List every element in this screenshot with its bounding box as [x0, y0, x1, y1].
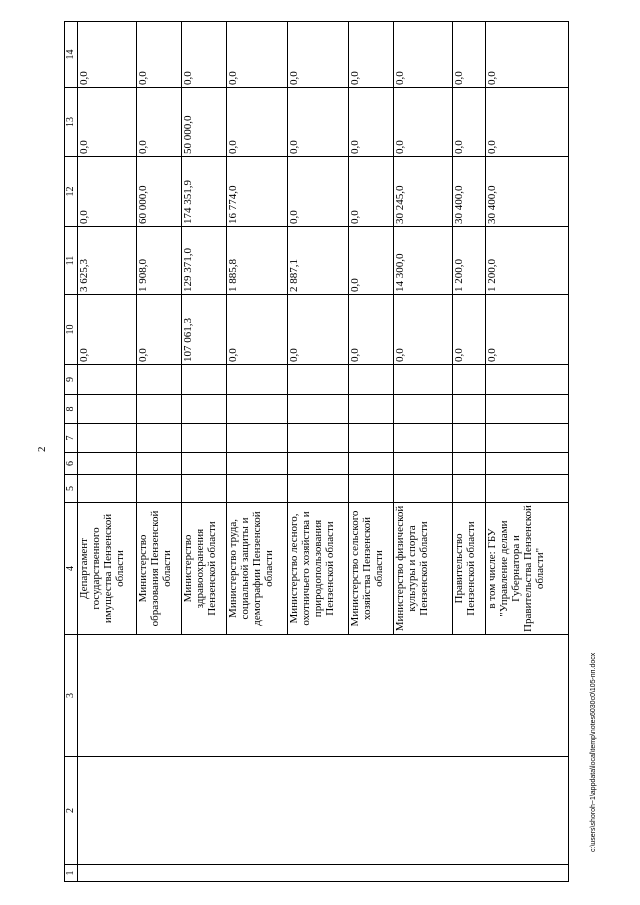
value-cell: 50 000,0: [182, 88, 227, 157]
empty-cell: [486, 475, 569, 503]
value-cell: 16 774,0: [227, 157, 288, 227]
value-cell: 129 371,0: [182, 227, 227, 295]
empty-cell: [288, 453, 349, 475]
empty-cell: [288, 475, 349, 503]
col-header: 6: [65, 453, 78, 475]
value-cell: 0,0: [453, 22, 486, 88]
value-cell: 0,0: [137, 22, 182, 88]
empty-cell: [182, 865, 227, 882]
empty-cell: [182, 757, 227, 865]
empty-cell: [349, 865, 394, 882]
value-cell: 0,0: [227, 88, 288, 157]
value-cell: 0,0: [78, 295, 137, 365]
col-header: 2: [65, 757, 78, 865]
value-cell: 0,0: [227, 295, 288, 365]
empty-cell: [137, 475, 182, 503]
col-header: 8: [65, 395, 78, 424]
value-cell: 0,0: [394, 295, 453, 365]
empty-cell: [486, 757, 569, 865]
value-cell: 2 887,1: [288, 227, 349, 295]
value-cell: 1 885,8: [227, 227, 288, 295]
table-row: [227, 22, 288, 882]
value-cell: 30 245,0: [394, 157, 453, 227]
value-cell: 174 351,9: [182, 157, 227, 227]
value-cell: 0,0: [182, 22, 227, 88]
col-header: 10: [65, 295, 78, 365]
value-cell: 3 625,3: [78, 227, 137, 295]
table-row: [453, 22, 486, 882]
empty-cell: [288, 395, 349, 424]
budget-table-sheet: [64, 22, 580, 882]
value-cell: 107 061,3: [182, 295, 227, 365]
empty-cell: [453, 475, 486, 503]
empty-cell: [486, 635, 569, 757]
empty-cell: [394, 865, 453, 882]
department-cell: Министерство сельского хозяйства Пензенской области: [349, 503, 394, 635]
empty-cell: [394, 635, 453, 757]
budget-table: [64, 21, 569, 882]
value-cell: 1 200,0: [486, 227, 569, 295]
col-header: 14: [65, 22, 78, 88]
empty-cell: [453, 453, 486, 475]
value-cell: 0,0: [349, 157, 394, 227]
col-header: 9: [65, 365, 78, 395]
department-cell: Министерство лесного, охотничьего хозяйства и природопользования Пензенской области: [288, 503, 349, 635]
empty-cell: [227, 475, 288, 503]
page-number: 2: [36, 446, 48, 452]
empty-cell: [227, 395, 288, 424]
empty-cell: [78, 757, 137, 865]
empty-cell: [453, 635, 486, 757]
empty-cell: [78, 475, 137, 503]
empty-cell: [394, 424, 453, 453]
value-cell: 1 200,0: [453, 227, 486, 295]
empty-cell: [182, 453, 227, 475]
value-cell: 0,0: [486, 88, 569, 157]
empty-cell: [349, 424, 394, 453]
empty-cell: [288, 365, 349, 395]
col-header: 4: [65, 503, 78, 635]
empty-cell: [349, 635, 394, 757]
empty-cell: [78, 424, 137, 453]
empty-cell: [227, 757, 288, 865]
value-cell: 0,0: [227, 22, 288, 88]
empty-cell: [349, 475, 394, 503]
col-header: 13: [65, 88, 78, 157]
empty-cell: [453, 424, 486, 453]
empty-cell: [182, 365, 227, 395]
empty-cell: [78, 453, 137, 475]
value-cell: 0,0: [486, 295, 569, 365]
empty-cell: [227, 424, 288, 453]
empty-cell: [453, 395, 486, 424]
empty-cell: [288, 635, 349, 757]
empty-cell: [227, 865, 288, 882]
department-cell: Министерство здравоохранения Пензенской области: [182, 503, 227, 635]
empty-cell: [394, 757, 453, 865]
table-row: [394, 22, 453, 882]
value-cell: 0,0: [349, 88, 394, 157]
empty-cell: [137, 453, 182, 475]
department-cell: Министерство физической культуры и спорта Пензенской области: [394, 503, 453, 635]
empty-cell: [394, 395, 453, 424]
empty-cell: [288, 424, 349, 453]
col-header: 7: [65, 424, 78, 453]
empty-cell: [78, 365, 137, 395]
value-cell: 0,0: [288, 88, 349, 157]
value-cell: 0,0: [78, 22, 137, 88]
empty-cell: [349, 453, 394, 475]
value-cell: 0,0: [453, 295, 486, 365]
empty-cell: [394, 453, 453, 475]
empty-cell: [486, 424, 569, 453]
empty-cell: [182, 424, 227, 453]
empty-cell: [288, 757, 349, 865]
table-row: [137, 22, 182, 882]
value-cell: 0,0: [288, 22, 349, 88]
table-row: [78, 22, 137, 882]
table-row: [349, 22, 394, 882]
empty-cell: [486, 365, 569, 395]
value-cell: 0,0: [486, 22, 569, 88]
value-cell: 0,0: [349, 22, 394, 88]
value-cell: 0,0: [349, 227, 394, 295]
col-header: 1: [65, 865, 78, 882]
empty-cell: [78, 635, 137, 757]
col-header: 11: [65, 227, 78, 295]
value-cell: 0,0: [137, 88, 182, 157]
empty-cell: [137, 365, 182, 395]
empty-cell: [182, 395, 227, 424]
empty-cell: [227, 635, 288, 757]
value-cell: 30 400,0: [453, 157, 486, 227]
header-row: [65, 22, 78, 882]
value-cell: 0,0: [349, 295, 394, 365]
col-header: 3: [65, 635, 78, 757]
value-cell: 0,0: [137, 295, 182, 365]
empty-cell: [227, 365, 288, 395]
empty-cell: [453, 865, 486, 882]
empty-cell: [182, 475, 227, 503]
empty-cell: [394, 475, 453, 503]
value-cell: 0,0: [453, 88, 486, 157]
empty-cell: [137, 635, 182, 757]
department-cell: Министерство образования Пензенской области: [137, 503, 182, 635]
empty-cell: [137, 395, 182, 424]
empty-cell: [78, 865, 137, 882]
empty-cell: [486, 395, 569, 424]
value-cell: 1 908,0: [137, 227, 182, 295]
value-cell: 0,0: [78, 157, 137, 227]
empty-cell: [349, 395, 394, 424]
value-cell: 0,0: [394, 88, 453, 157]
value-cell: 0,0: [78, 88, 137, 157]
value-cell: 30 400,0: [486, 157, 569, 227]
value-cell: 0,0: [288, 295, 349, 365]
table-row: [288, 22, 349, 882]
empty-cell: [349, 365, 394, 395]
empty-cell: [349, 757, 394, 865]
department-cell: Правительство Пензенской области: [453, 503, 486, 635]
empty-cell: [78, 395, 137, 424]
table-row: [486, 22, 569, 882]
empty-cell: [182, 635, 227, 757]
empty-cell: [227, 453, 288, 475]
department-cell: в том числе: ГБУ "Управление делами Губернатора и Правительства Пензенской области": [486, 503, 569, 635]
table-row: [182, 22, 227, 882]
empty-cell: [137, 865, 182, 882]
value-cell: 0,0: [288, 157, 349, 227]
footer-file-path: c:\users\shoroh~1\appdata\local\temp\notes6030c0\105-пп.docx: [590, 652, 597, 852]
department-cell: Министерство труда, социальной защиты и демографии Пензенской области: [227, 503, 288, 635]
value-cell: 14 300,0: [394, 227, 453, 295]
col-header: 12: [65, 157, 78, 227]
col-header: 5: [65, 475, 78, 503]
empty-cell: [288, 865, 349, 882]
empty-cell: [453, 365, 486, 395]
empty-cell: [486, 453, 569, 475]
department-cell: Департамент государственного имущества Пензенской области: [78, 503, 137, 635]
empty-cell: [453, 757, 486, 865]
empty-cell: [137, 757, 182, 865]
empty-cell: [486, 865, 569, 882]
value-cell: 60 000,0: [137, 157, 182, 227]
empty-cell: [394, 365, 453, 395]
value-cell: 0,0: [394, 22, 453, 88]
empty-cell: [137, 424, 182, 453]
